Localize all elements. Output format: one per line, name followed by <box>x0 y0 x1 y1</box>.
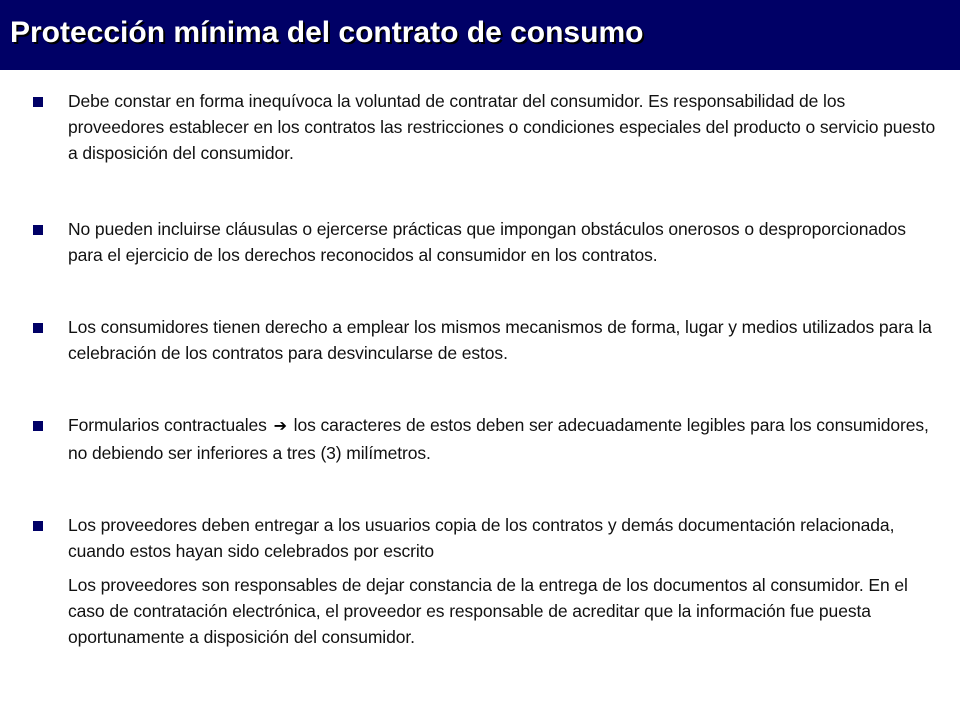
right-arrow-icon: ➔ <box>273 418 287 435</box>
bullet-text-after: los caracteres de estos deben ser adecuadamente legibles para los consumidores, no debiendo ser inferiores a tres (3) milímetros. <box>68 415 929 463</box>
bullet-text: Los proveedores deben entregar a los usuarios copia de los contratos y demás documentación relacionada, cuando estos hayan sido celebrados por escrito <box>68 515 895 561</box>
slide-title: Protección mínima del contrato de consumo <box>10 16 644 49</box>
bullet-text: Los consumidores tienen derecho a emplear los mismos mecanismos de forma, lugar y medios utilizados para la celebración de los contratos para desvincularse de estos. <box>68 317 932 363</box>
bullet-text <box>68 412 938 466</box>
bullet-text: Debe constar en forma inequívoca la voluntad de contratar del consumidor. Es responsabilidad de los proveedores establecer en los contratos las restricciones o condiciones especiales del producto o servicio puesto a disposición del consumidor. <box>68 91 936 163</box>
square-bullet-icon <box>33 97 43 107</box>
square-bullet-icon <box>33 421 43 431</box>
bullet-continuation-text: Los proveedores son responsables de dejar constancia de la entrega de los documentos al consumidor. En el caso de contratación electrónica, el proveedor es responsable de acreditar que la información fue puesta oportunamente a disposición del consumidor. <box>68 575 908 647</box>
bullet-text: No pueden incluirse cláusulas o ejercerse prácticas que impongan obstáculos onerosos o desproporcionados para el ejercicio de los derechos reconocidos al consumidor en los contratos. <box>68 219 906 265</box>
square-bullet-icon <box>33 323 43 333</box>
square-bullet-icon <box>33 225 43 235</box>
bullet-text-before: Formularios contractuales <box>68 415 267 435</box>
square-bullet-icon <box>33 521 43 531</box>
